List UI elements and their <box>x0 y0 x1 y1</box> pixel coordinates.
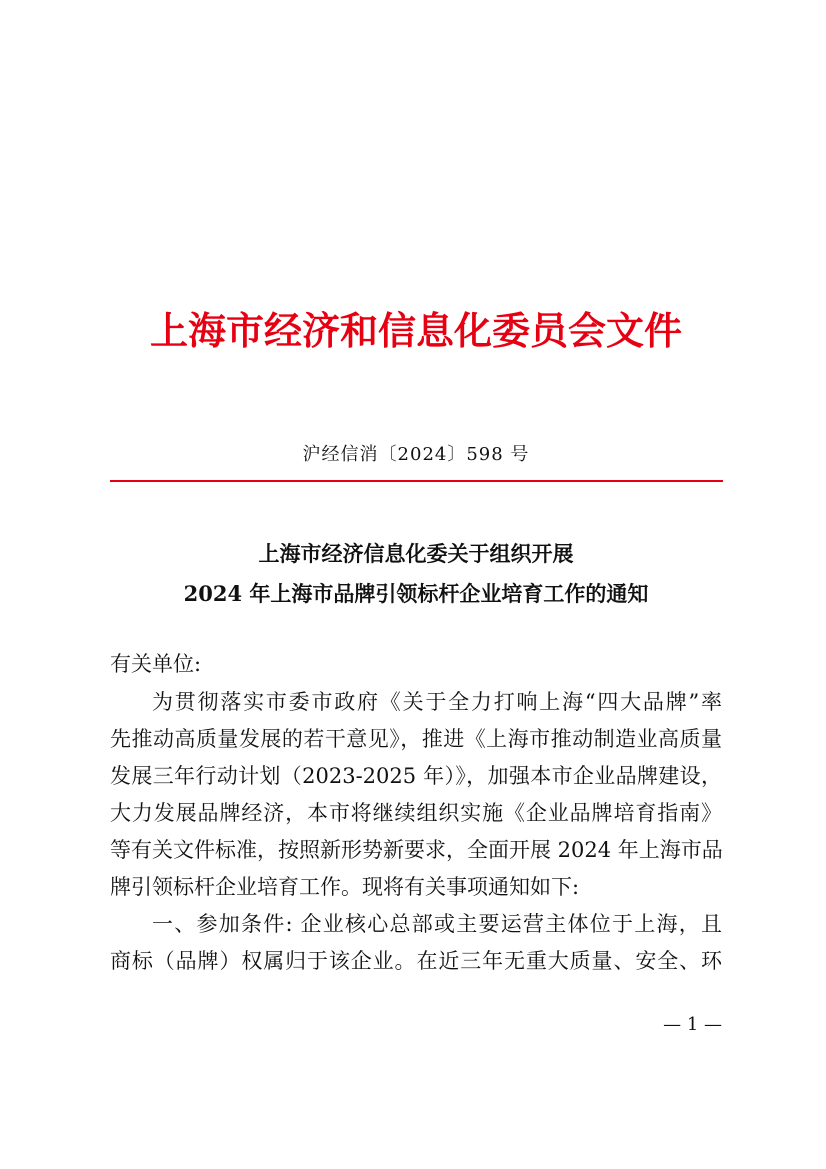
body-line: 为贯彻落实市委市政府《关于全力打响上海“四大品牌”率 <box>152 690 722 714</box>
body-line: 牌引领标杆企业培育工作。现将有关事项通知如下: <box>110 875 580 899</box>
body-line: 等有关文件标准，按照新形势新要求，全面开展 2024 年上海市品 <box>110 838 723 862</box>
body-line: 先推动高质量发展的若干意见》，推进《上海市推动制造业高质量 <box>110 727 722 751</box>
header-divider <box>110 480 723 482</box>
notice-title-line-2: 2024 年上海市品牌引领标杆企业培育工作的通知 <box>183 581 649 606</box>
salutation: 有关单位: <box>110 652 202 676</box>
body-line: 商标（品牌）权属归于该企业。在近三年无重大质量、安全、环 <box>110 949 722 973</box>
body-line: 一、参加条件: 企业核心总部或主要运营主体位于上海，且 <box>152 912 722 936</box>
notice-title-line-1: 上海市经济信息化委关于组织开展 <box>258 541 574 566</box>
document-number: 沪经信消〔2024〕598 号 <box>302 444 530 465</box>
body-line: 大力发展品牌经济，本市将继续组织实施《企业品牌培育指南》 <box>110 801 722 825</box>
body-line: 发展三年行动计划（2023-2025 年）》，加强本市企业品牌建设， <box>110 764 722 788</box>
document-header-title: 上海市经济和信息化委员会文件 <box>149 308 682 353</box>
page-number: — 1 — <box>663 1014 722 1035</box>
